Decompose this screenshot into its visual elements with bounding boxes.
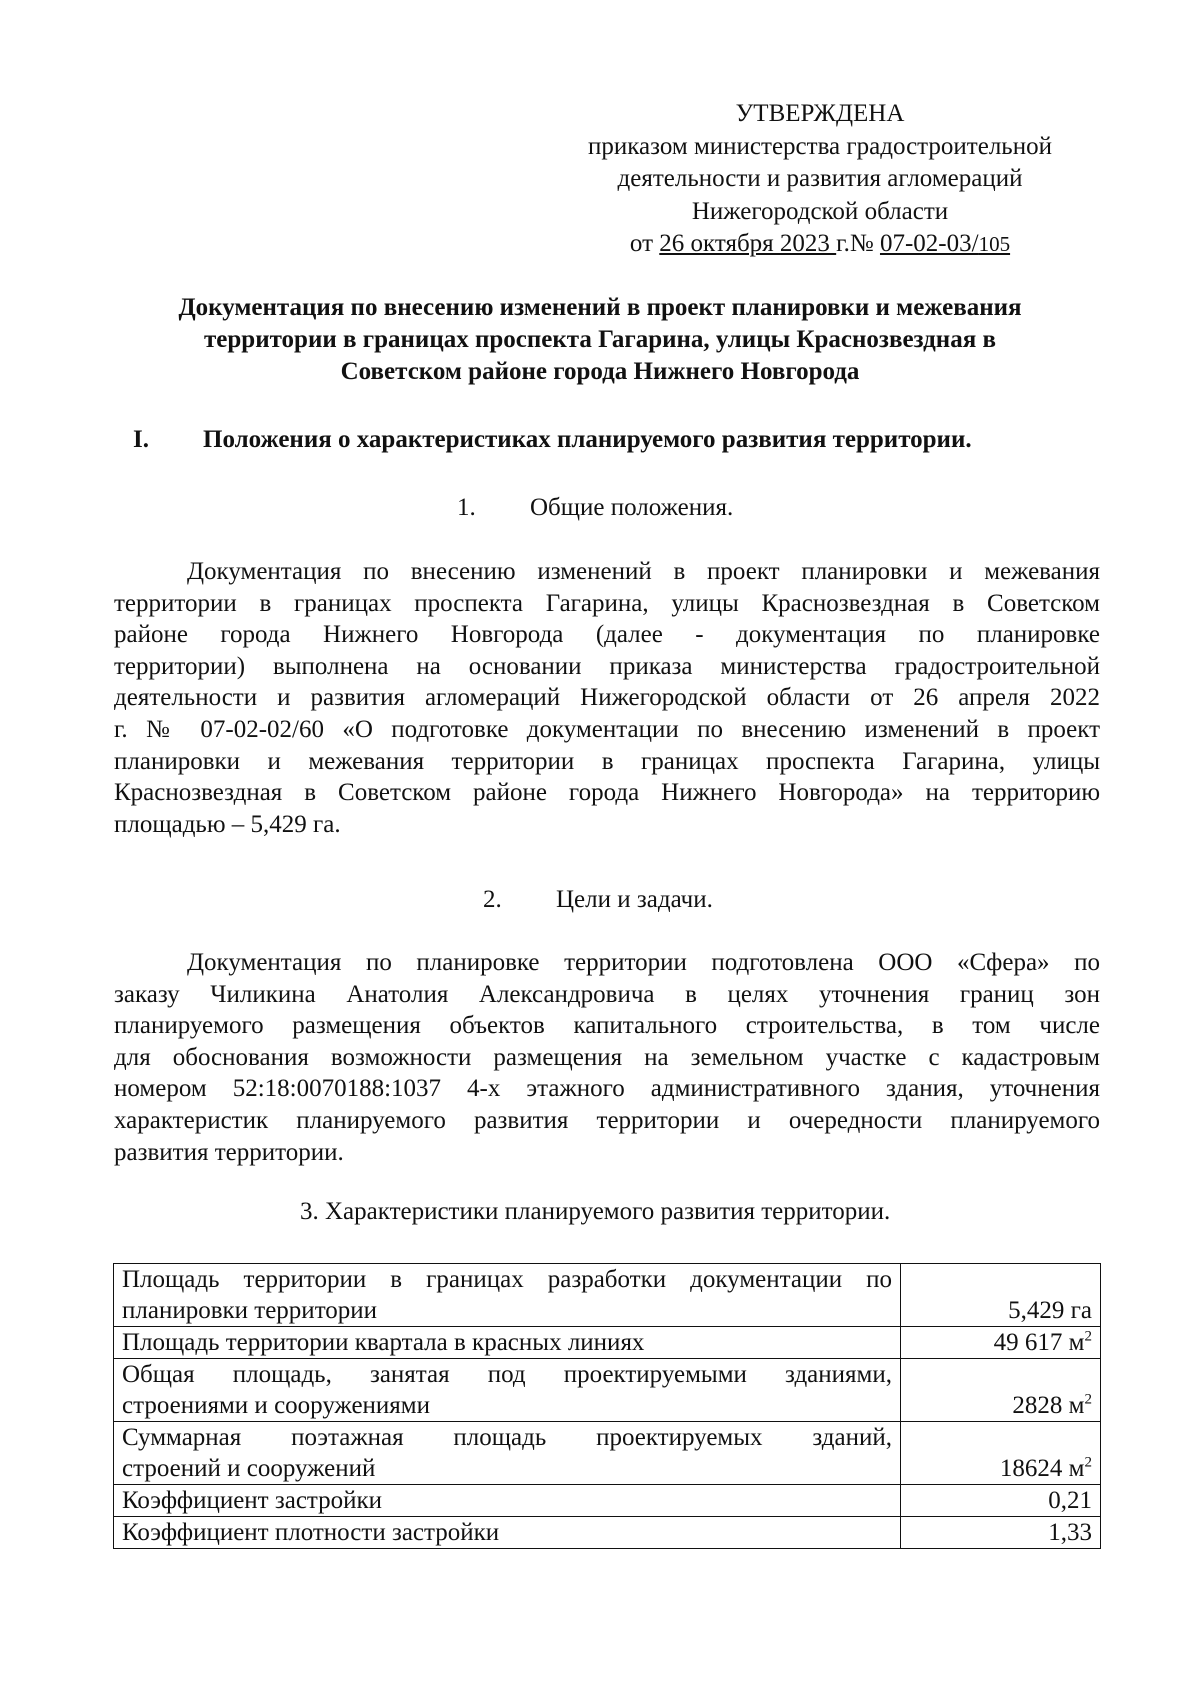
row-label-line: строений и сооружений [122,1455,376,1482]
row-label [114,1264,901,1327]
row-value-text: 1,33 [1048,1519,1092,1546]
approval-number-label: № [849,230,880,257]
approval-number-suffix: 105 [978,232,1011,256]
characteristics-table [113,1263,1101,1549]
approval-title: УТВЕРЖДЕНА [735,100,905,127]
approval-number [880,230,1010,257]
paragraph-line: деятельности и развития агломераций Нижегородской области от 26 апреля 2022 [114,684,1100,712]
subsection-2-heading [483,884,713,916]
subsection-3-heading: 3. Характеристики планируемого развития территории. [300,1198,891,1225]
row-value-text: 0,21 [1048,1487,1092,1514]
subsection-1-heading [457,492,733,524]
paragraph-line: планируемого размещения объектов капитального строительства, в том числе [114,1012,1100,1040]
row-value-text: 49 617 м [993,1329,1085,1356]
document-title [112,292,1088,388]
row-label-line: Коэффициент плотности застройки [122,1519,500,1546]
table-row [114,1264,1101,1327]
row-label [114,1359,901,1422]
paragraph-line: территории в границах проспекта Гагарина, улицы Краснозвездная в Советском [114,589,1100,617]
table-row [114,1517,1101,1549]
paragraph-line: г. № 07-02-02/60 «О подготовке документации по внесению изменений в проект [114,715,1100,743]
row-value-text: 2828 м [1012,1392,1085,1419]
approval-year-suffix: г. [836,230,850,257]
row-label-line: Площадь территории квартала в красных линиях [122,1329,645,1356]
paragraph-line: номером 52:18:0070188:1037 4-х этажного административного здания, уточнения [114,1075,1100,1103]
row-value [901,1327,1101,1359]
table-row [114,1422,1101,1485]
approval-date-line [540,228,1100,261]
row-value-text: 18624 м [999,1455,1085,1482]
subsection-1-title: Общие положения. [530,494,734,521]
document-title-line-1: Документация по внесению изменений в проект планировки и межевания [178,294,1022,321]
paragraph-line: планировки и межевания территории в границах проспекта Гагарина, улицы [114,747,1100,775]
row-label [114,1485,901,1517]
row-value [901,1517,1101,1549]
unit-superscript: 2 [1084,1391,1092,1408]
approval-number-main: 07-02-03/ [879,230,979,257]
row-label-line: Площадь территории в границах разработки документации по [122,1266,892,1293]
table-row [114,1359,1101,1422]
paragraph-line: территории) выполнена на основании приказа министерства градостроительной [114,652,1100,680]
table-row [114,1327,1101,1359]
subsection-2-title: Цели и задачи. [556,886,713,913]
paragraph-line: развития территории. [114,1138,344,1166]
subsection-2-number: 2. [483,886,502,913]
unit-superscript: 2 [1084,1454,1092,1471]
document-title-line-2: территории в границах проспекта Гагарина, улицы Краснозвездная в [204,326,996,353]
paragraph-line: заказу Чиликина Анатолия Александровича в целях уточнения границ зон [114,980,1100,1008]
paragraph-line: районе города Нижнего Новгорода (далее - документация по планировке [114,621,1100,649]
unit-superscript: 2 [1084,1328,1092,1345]
row-value [901,1422,1101,1485]
document-title-line-3: Советском районе города Нижнего Новгорода [340,358,860,385]
row-label [114,1327,901,1359]
subsection-1-number: 1. [457,494,476,521]
row-label-line: Коэффициент застройки [122,1487,383,1514]
row-label-line: строениями и сооружениями [122,1392,430,1419]
paragraph-line: Краснозвездная в Советском районе города Нижнего Новгорода» на территорию [114,779,1100,807]
row-label-line: Общая площадь, занятая под проектируемыми зданиями, [122,1361,892,1388]
paragraph-line: для обоснования возможности размещения на земельном участке с кадастровым [114,1043,1100,1071]
row-label [114,1422,901,1485]
approval-date: 26 октября 2023 [659,230,837,257]
row-value [901,1485,1101,1517]
approval-from-label: от [629,230,660,257]
row-value-text: 5,429 га [1008,1297,1092,1324]
row-label-line: Суммарная поэтажная площадь проектируемых зданий, [122,1424,892,1451]
row-value [901,1264,1101,1327]
paragraph-line: Документация по планировке территории подготовлена ООО «Сфера» по [187,949,1100,976]
approval-stamp [540,98,1100,261]
approval-line-3: Нижегородской области [691,197,949,225]
approval-line-2: деятельности и развития агломераций [617,165,1023,192]
paragraph-line: площадью – 5,429 га. [114,810,341,838]
subsection-2-paragraph [114,947,1100,1168]
row-label [114,1517,901,1549]
section-number: I. [133,426,149,453]
subsection-1-paragraph [114,556,1100,840]
approval-line-1: приказом министерства градостроительной [588,132,1052,160]
table-row [114,1485,1101,1517]
section-title: Положения о характеристиках планируемого развития территории. [203,426,972,453]
row-value [901,1359,1101,1422]
row-label-line: планировки территории [122,1297,378,1324]
paragraph-line: Документация по внесению изменений в проект планировки и межевания [187,558,1100,585]
paragraph-line: характеристик планируемого развития территории и очередности планируемого [114,1106,1100,1134]
